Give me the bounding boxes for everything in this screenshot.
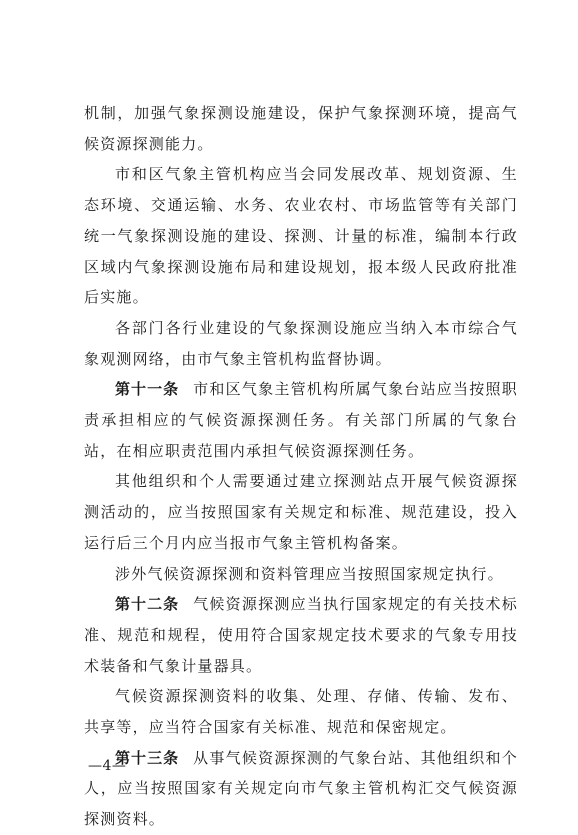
paragraph-6 bbox=[84, 559, 518, 590]
article-11-text: 市和区气象主管机构所属气象台站应当按照职责承担相应的气候资源探测任务。有关部门所属的气象台站，在相应职责范围内承担气候资源探测任务。 bbox=[84, 380, 518, 460]
body-text bbox=[84, 98, 518, 835]
paragraph-6-text: 涉外气候资源探测和资料管理应当按照国家规定执行。 bbox=[115, 564, 504, 583]
paragraph-8-text: 气候资源探测资料的收集、处理、存储、传输、发布、共享等，应当符合国家有关标准、规范和保密规定。 bbox=[84, 687, 518, 737]
paragraph-1 bbox=[84, 98, 518, 159]
article-11-heading: 第十一条 bbox=[115, 380, 180, 399]
paragraph-1-text: 机制，加强气象探测设施建设，保护气象探测环境，提高气候资源探测能力。 bbox=[84, 104, 518, 153]
article-12-heading: 第十二条 bbox=[115, 595, 180, 614]
paragraph-3 bbox=[84, 313, 518, 374]
paragraph-8 bbox=[84, 681, 518, 742]
paragraph-2 bbox=[84, 159, 518, 313]
article-12-text: 气候资源探测应当执行国家规定的有关技术标准、规范和规程，使用符合国家规定技术要求的气象专用技术装备和气象计量器具。 bbox=[84, 595, 518, 675]
article-11 bbox=[84, 374, 518, 466]
article-13-text: 从事气候资源探测的气象台站、其他组织和个人，应当按照国家有关规定向市气象主管机构汇交气候资源探测资料。 bbox=[84, 748, 518, 829]
page-number: —4— bbox=[88, 758, 127, 774]
paragraph-3-text: 各部门各行业建设的气象探测设施应当纳入本市综合气象观测网络，由市气象主管机构监督协调。 bbox=[84, 318, 518, 368]
paragraph-5 bbox=[84, 466, 518, 558]
paragraph-5-text: 其他组织和个人需要通过建立探测站点开展气候资源探测活动的，应当按照国家有关规定和标准、规范建设，投入运行后三个月内应当报市气象主管机构备案。 bbox=[84, 472, 518, 552]
article-13 bbox=[84, 743, 518, 835]
article-12 bbox=[84, 589, 518, 681]
paragraph-2-text: 市和区气象主管机构应当会同发展改革、规划资源、生态环境、交通运输、水务、农业农村、市场监管等有关部门统一气象探测设施的建设、探测、计量的标准，编制本行政区域内气象探测设施布局和建设规划，报本级人民政府批准后实施。 bbox=[84, 165, 518, 307]
article-13-heading: 第十三条 bbox=[115, 748, 180, 767]
